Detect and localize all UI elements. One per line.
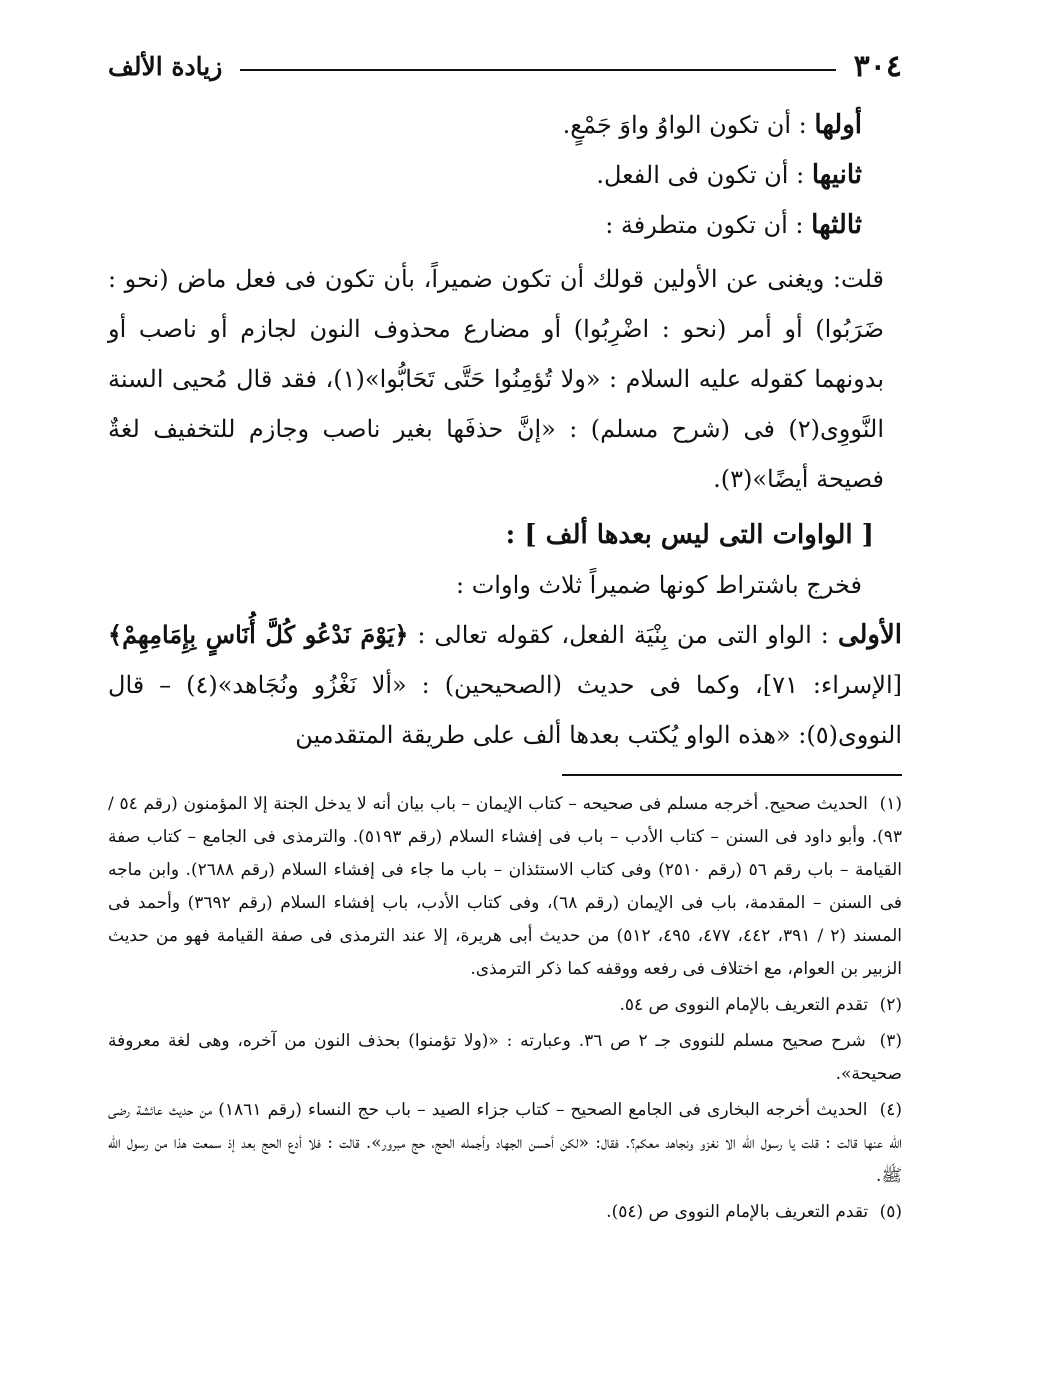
condition-label: ثالثها [811,210,862,240]
footnote-separator [562,774,902,776]
item-text-before: : الواو التى من بِنْيَة الفعل، كقوله تعالى : [417,621,829,649]
quran-verse: ﴿يَوْمَ نَدْعُو كُلَّ أُنَاسٍ بِإِمَامِهِمْ﴾ [108,620,409,649]
main-text [108,100,902,760]
footnotes [108,788,902,1229]
intro-line: فخرج باشتراط كونها ضميراً ثلاث واوات : [456,571,862,599]
footnote-number: (٣) [879,1030,902,1051]
item-label: الأولى [837,620,903,650]
item-first [108,610,902,760]
section-heading: [ الواوات التى ليس بعدها ألف ] : [505,520,874,550]
condition-text: : أن تكون الواوُ واوَ جَمْعٍ. [562,111,807,139]
footnote-number: (٤) [879,1099,902,1120]
footnote [108,989,902,1022]
condition-label: أولها [814,110,862,140]
condition-third [108,200,902,250]
page-header [108,40,902,92]
page-number: ٣٠٤ [853,48,902,84]
footnote-text: الحديث أخرجه البخارى فى الجامع الصحيح – كتاب جزاء الصيد – باب حج النساء (رقم ١٨٦١) من حديث عائشة رضى الله عنها قالت : قلت يا رسول الله الا نغزو ونجاهد معكم؟. فقال: «لكن أحسن الجهاد وأجمله الحج، حج مبرور». قالت : فلا أدع الحج بعد إذ سمعت هذا من رسول الله ﷺ. [108,1099,902,1186]
footnote [108,1025,902,1091]
footnote-text: تقدم التعريف بالإمام النووى ص ٥٤. [619,994,869,1015]
condition-label: ثانيها [811,160,862,190]
condition-text: : أن تكون متطرفة : [605,211,804,239]
footnote-text: الحديث صحيح. أخرجه مسلم فى صحيحه – كتاب الإيمان – باب بيان أنه لا يدخل الجنة إلا المؤمنون (رقم ٥٤ / ٩٣). وأبو داود فى السنن – كتاب الأدب – باب فى إفشاء السلام (رقم ٥١٩٣). والترمذى فى الجامع – كتاب صفة القيامة – باب رقم ٥٦ (رقم ٢٥١٠) وفى كتاب الاستئذان – باب ما جاء فى إفشاء السلام (رقم ٢٦٨٨). وابن ماجه فى السنن – المقدمة، باب فى الإيمان (رقم ٦٨)، وفى كتاب الأدب، باب إفشاء السلام (رقم ٣٦٩٢) وأحمد فى المسند (٢ / ٣٩١، ٤٤٢، ٤٧٧، ٤٩٥، ٥١٢) من حديث أبى هريرة، إلا عند الترمذى فى صفة القيامة فهو من حديث الزبير بن العوام، مع اختلاف فى رفعه ووقفه كما ذكر الترمذى. [108,793,903,979]
item-text-after: [الإسراء: ٧١]، وكما فى حديث (الصحيحين) : «ألا نَغْزُو ونُجَاهد»(٤) – قال النووى(٥): «هذه الواو يُكتب بعدها ألف على طريقة المتقدمين [108,671,902,749]
condition-first [108,100,902,150]
footnote-text: تقدم التعريف بالإمام النووى ص (٥٤). [606,1201,869,1222]
condition-text: : أن تكون فى الفعل. [596,161,805,189]
footnote [108,1196,902,1229]
footnote [108,1094,902,1193]
footnote-number: (١) [879,793,903,814]
paragraph-qult: قلت: ويغنى عن الأولين قولك أن تكون ضميراً، بأن تكون فى فعل ماض (نحو : ضَرَبُوا) أو أمر (نحو : اضْرِبُوا) أو مضارع محذوف النون لجازم أو ناصب أو بدونهما كقوله عليه السلام : «ولا تُؤمِنُوا حَتَّى تَحَابُّوا»(١)، فقد قال مُحيى السنة النَّووِى(٢) فى (شرح مسلم) : «إنَّ حذفَها بغير ناصب وجازم للتخفيف لغةٌ فصيحة أيضًا»(٣). [108,265,884,493]
book-page [108,40,902,1360]
footnote [108,788,902,986]
footnote-text: شرح صحيح مسلم للنووى جـ ٢ ص ٣٦. وعبارته : «(ولا تؤمنوا) بحذف النون من آخره، وهى لغة معروفة صحيحة». [108,1030,902,1084]
condition-second [108,150,902,200]
header-rule [240,69,835,71]
running-title: زيادة الألف [108,51,223,81]
footnote-number: (٢) [879,994,902,1015]
footnote-number: (٥) [879,1201,902,1222]
